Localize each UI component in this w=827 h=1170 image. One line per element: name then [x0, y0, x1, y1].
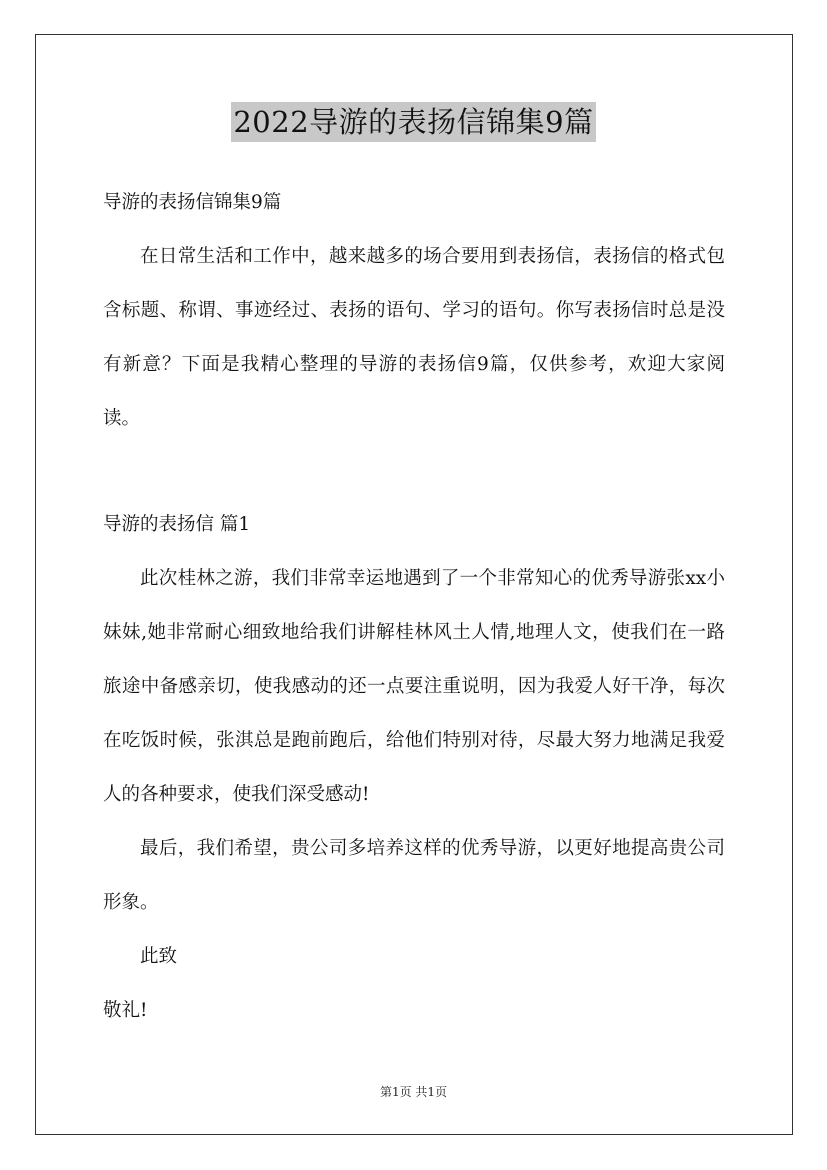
closing-salutation: 此致	[140, 946, 178, 967]
document-body	[103, 176, 725, 1038]
document-subtitle: 导游的表扬信锦集9篇	[103, 192, 282, 213]
document-title: 2022导游的表扬信锦集9篇	[231, 102, 595, 142]
intro-paragraph: 在日常生活和工作中，越来越多的场合要用到表扬信，表扬信的格式包含标题、称谓、事迹经过、表扬的语句、学习的语句。你写表扬信时总是没有新意？下面是我精心整理的导游的表扬信9篇，仅供参考，欢迎大家阅读。	[103, 246, 725, 429]
section-heading: 导游的表扬信 篇1	[103, 514, 251, 535]
title-container	[0, 102, 827, 142]
paragraph-gap	[103, 446, 725, 498]
closing-regards: 敬礼!	[103, 1000, 148, 1021]
page-footer: 第1页 共1页	[379, 1085, 448, 1099]
body-paragraph-2: 最后，我们希望，贵公司多培养这样的优秀导游，以更好地提高贵公司形象。	[103, 838, 725, 913]
body-paragraph-1: 此次桂林之游，我们非常幸运地遇到了一个非常知心的优秀导游张xx小妹妹,她非常耐心细致地给我们讲解桂林风土人情,地理人文，使我们在一路旅途中备感亲切，使我感动的还一点要注重说明，因为我爱人好干净，每次在吃饭时候，张淇总是跑前跑后，给他们特别对待，尽最大努力地满足我爱人的各种要求，使我们深受感动!	[103, 568, 725, 805]
